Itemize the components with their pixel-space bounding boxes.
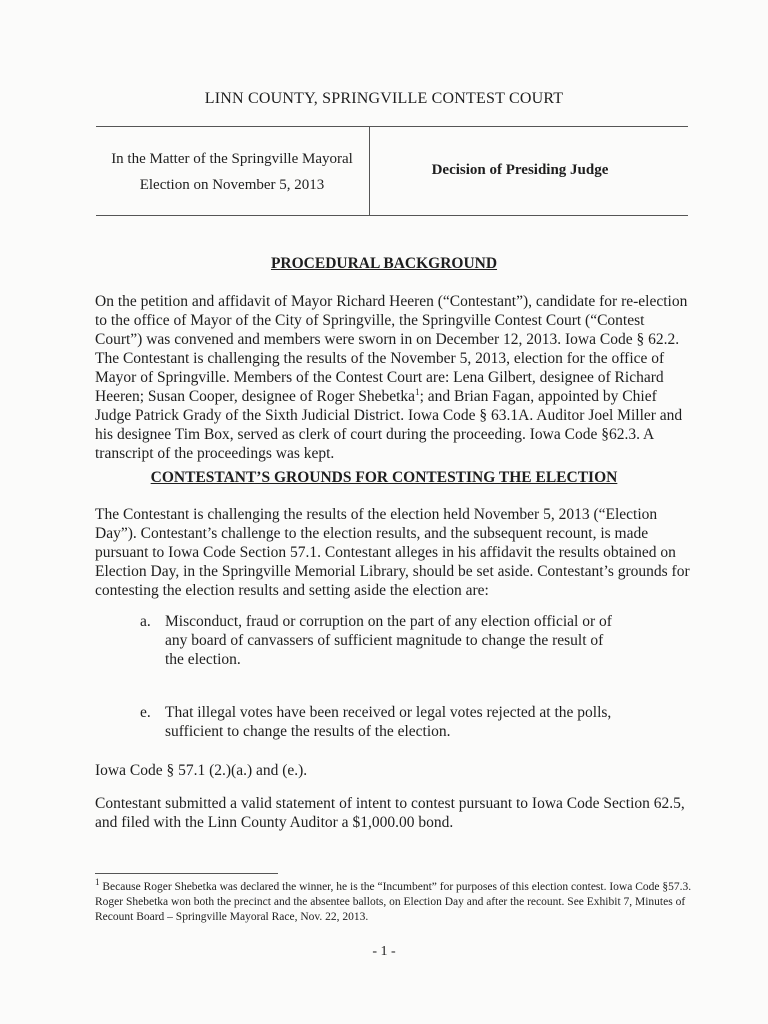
procedural-text-part1: On the petition and affidavit of Mayor Richard Heeren (“Contestant”), candidate for re-election to the office of Mayor of the City of Springville, the Springville Contest Court (“Contest Court”) was convened and members were sworn in on December 12, 2013. Iowa Code § 62.2. The Contestant is challenging the results of the November 5, 2013, election for the office of Mayor of Springville. Members of the Contest Court are: Lena Gilbert, designee of Richard Heeren; Susan Cooper, designee of Roger Shebetka bbox=[95, 293, 688, 405]
list-marker-a: a. bbox=[140, 613, 151, 630]
procedural-text-part2: ; and Brian Fagan, appointed by Chief Judge Patrick Grady of the Sixth Judicial District. Iowa Code § 63.1A. Auditor Joel Miller and his designee Tim Box, served as clerk of court during the proceeding. Iowa Code §62.3. A transcript of the proceedings was kept. bbox=[95, 388, 683, 462]
caption-bottom-rule bbox=[96, 215, 688, 216]
grounds-heading: CONTESTANT’S GROUNDS FOR CONTESTING THE ELECTION bbox=[150, 469, 618, 486]
footnote-marker: 1 bbox=[95, 877, 100, 888]
caption-decision-title: Decision of Presiding Judge bbox=[431, 162, 609, 178]
list-item-a bbox=[140, 612, 620, 669]
list-marker-e: e. bbox=[140, 704, 151, 721]
grounds-paragraph: The Contestant is challenging the results of the election held November 5, 2013 (“Election Day”). Contestant’s challenge to the election results, and the subsequent recount, is made pursuant to Iowa Code Section 57.1. Contestant alleges in his affidavit the results obtained on Election Day, in the Springville Memorial Library, should be set aside. Contestant’s grounds for contesting the election results and setting aside the election are: bbox=[95, 506, 690, 599]
caption-divider bbox=[369, 126, 370, 216]
footnote-reference: 1 bbox=[415, 386, 420, 397]
list-text-a: Misconduct, fraud or corruption on the part of any election official or of any board of canvassers of sufficient magnitude to change the result of the election. bbox=[165, 613, 612, 668]
page-number: - 1 - bbox=[372, 944, 396, 959]
list-text-e: That illegal votes have been received or legal votes rejected at the polls, sufficient to change the results of the election. bbox=[165, 704, 612, 740]
code-citation: Iowa Code § 57.1 (2.)(a.) and (e.). bbox=[95, 762, 308, 779]
caption-matter bbox=[96, 146, 368, 198]
list-item-e bbox=[140, 703, 620, 741]
caption-matter-line2: Election on November 5, 2013 bbox=[139, 177, 325, 193]
procedural-background-heading: PROCEDURAL BACKGROUND bbox=[270, 255, 498, 272]
caption-top-rule bbox=[96, 126, 688, 127]
procedural-background-paragraph bbox=[95, 292, 695, 463]
footnote-text: Because Roger Shebetka was declared the winner, he is the “Incumbent” for purposes of this election contest. Iowa Code §57.3. Roger Shebetka won both the precinct and the absentee ballots, on Election Day and after the recount. See Exhibit 7, Minutes of Recount Board – Springville Mayoral Race, Nov. 22, 2013. bbox=[95, 881, 692, 923]
court-title: LINN COUNTY, SPRINGVILLE CONTEST COURT bbox=[204, 90, 564, 107]
caption-matter-line1: In the Matter of the Springville Mayoral bbox=[111, 151, 353, 167]
footnote-separator bbox=[95, 873, 278, 874]
statement-paragraph: Contestant submitted a valid statement of intent to contest pursuant to Iowa Code Section 62.5, and filed with the Linn County Auditor a $1,000.00 bond. bbox=[95, 795, 685, 831]
footnote bbox=[95, 877, 695, 925]
